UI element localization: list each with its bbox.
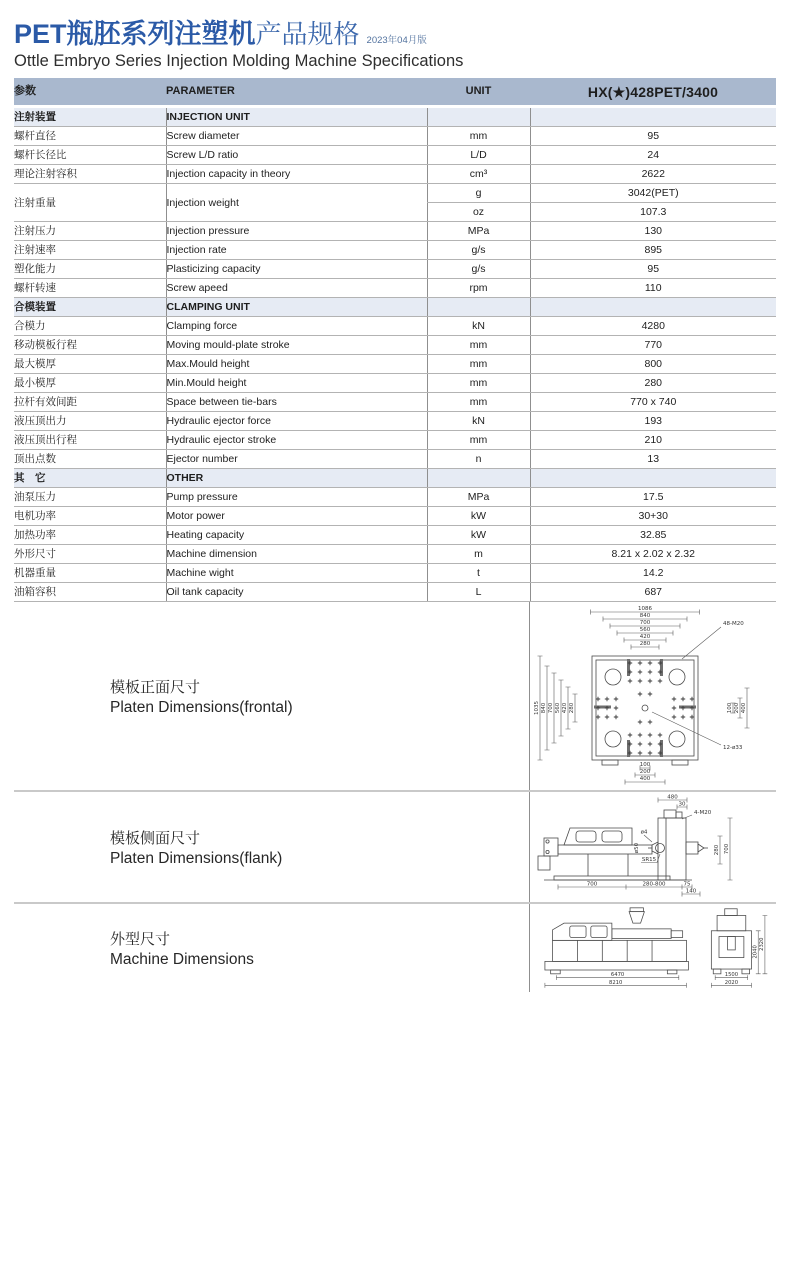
header-param-cn: 参数 bbox=[14, 78, 166, 107]
param-cn-cell: 移动模板行程 bbox=[14, 336, 166, 355]
param-cn-cell: 加热功率 bbox=[14, 526, 166, 545]
unit-cell: mm bbox=[427, 393, 530, 412]
param-en-cell: Oil tank capacity bbox=[166, 583, 427, 602]
param-en-cell: Space between tie-bars bbox=[166, 393, 427, 412]
svg-text:480: 480 bbox=[667, 794, 678, 801]
platen-flank-section bbox=[14, 792, 776, 904]
svg-text:100: 100 bbox=[639, 762, 651, 769]
unit-cell: kW bbox=[427, 507, 530, 526]
svg-text:700: 700 bbox=[548, 703, 555, 714]
param-en-cell: Hydraulic ejector stroke bbox=[166, 431, 427, 450]
value-cell: 30+30 bbox=[530, 507, 776, 526]
machine-dimensions-section bbox=[14, 904, 776, 992]
page-subtitle: Ottle Embryo Series Injection Molding Machine Specifications bbox=[14, 52, 464, 71]
machine-dimensions-drawing bbox=[530, 904, 776, 992]
section-cn: 注射装置 bbox=[14, 107, 166, 127]
svg-text:420: 420 bbox=[639, 634, 651, 641]
platen-frontal-section bbox=[14, 602, 776, 792]
platen-frontal-drawing bbox=[530, 602, 776, 788]
svg-text:ø4: ø4 bbox=[640, 829, 648, 836]
svg-text:840: 840 bbox=[541, 703, 548, 714]
header-unit: UNIT bbox=[427, 78, 530, 107]
section-row-other bbox=[14, 469, 776, 488]
param-en-cell: Screw apeed bbox=[166, 279, 427, 298]
header-model: HX(★)428PET/3400 bbox=[530, 78, 776, 107]
param-cn-cell: 顶出点数 bbox=[14, 450, 166, 469]
param-cn-cell: 理论注射容积 bbox=[14, 165, 166, 184]
value-cell: 770 bbox=[530, 336, 776, 355]
param-en-cell: Injection pressure bbox=[166, 222, 427, 241]
svg-text:2020: 2020 bbox=[724, 980, 739, 987]
title-block bbox=[0, 0, 790, 71]
table-row bbox=[14, 127, 776, 146]
unit-cell: g/s bbox=[427, 260, 530, 279]
param-cn-cell: 外形尺寸 bbox=[14, 545, 166, 564]
title-series: PET瓶胚系列注塑机 bbox=[14, 19, 256, 49]
platen-flank-drawing bbox=[530, 792, 776, 900]
svg-text:560: 560 bbox=[639, 627, 651, 634]
param-cn-cell: 塑化能力 bbox=[14, 260, 166, 279]
table-row bbox=[14, 241, 776, 260]
unit-cell: g bbox=[427, 184, 530, 203]
table-row bbox=[14, 526, 776, 545]
param-en-cell: Screw L/D ratio bbox=[166, 146, 427, 165]
table-row bbox=[14, 165, 776, 184]
title-spec: 产品规格 bbox=[255, 19, 360, 49]
table-row bbox=[14, 431, 776, 450]
edition-label: 2023年04月版 bbox=[366, 35, 427, 46]
param-cn-cell: 螺杆直径 bbox=[14, 127, 166, 146]
table-row bbox=[14, 545, 776, 564]
section-row-injection bbox=[14, 107, 776, 127]
table-row bbox=[14, 450, 776, 469]
platen-frontal-label bbox=[14, 602, 529, 790]
unit-cell: L bbox=[427, 583, 530, 602]
param-cn-cell: 电机功率 bbox=[14, 507, 166, 526]
section-row-clamping bbox=[14, 298, 776, 317]
param-cn-cell: 螺杆转速 bbox=[14, 279, 166, 298]
table-row bbox=[14, 355, 776, 374]
section-cn: 合模装置 bbox=[14, 298, 166, 317]
table-row bbox=[14, 260, 776, 279]
unit-cell: L/D bbox=[427, 146, 530, 165]
machine-dimensions-diagram bbox=[529, 904, 776, 992]
unit-cell: MPa bbox=[427, 222, 530, 241]
svg-text:2320: 2320 bbox=[759, 937, 766, 952]
param-cn-cell: 注射压力 bbox=[14, 222, 166, 241]
param-cn-cell: 机器重量 bbox=[14, 564, 166, 583]
value-cell: 895 bbox=[530, 241, 776, 260]
param-cn-cell: 油泵压力 bbox=[14, 488, 166, 507]
param-cn-cell: 注射重量 bbox=[14, 184, 166, 222]
table-row bbox=[14, 488, 776, 507]
svg-text:12-ø33: 12-ø33 bbox=[723, 745, 743, 752]
param-en-cell: Injection weight bbox=[166, 184, 427, 222]
section-cn: 其 它 bbox=[14, 469, 166, 488]
svg-text:280: 280 bbox=[569, 703, 576, 714]
value-cell: 210 bbox=[530, 431, 776, 450]
unit-cell: mm bbox=[427, 355, 530, 374]
value-cell: 8.21 x 2.02 x 2.32 bbox=[530, 545, 776, 564]
param-en-cell: Pump pressure bbox=[166, 488, 427, 507]
spec-table bbox=[14, 78, 776, 602]
unit-cell: mm bbox=[427, 431, 530, 450]
page-title bbox=[14, 20, 776, 48]
param-en-cell: Clamping force bbox=[166, 317, 427, 336]
svg-text:1035: 1035 bbox=[534, 701, 541, 716]
svg-text:8210: 8210 bbox=[609, 980, 623, 987]
param-en-cell: Heating capacity bbox=[166, 526, 427, 545]
value-cell: 800 bbox=[530, 355, 776, 374]
param-cn-cell: 合模力 bbox=[14, 317, 166, 336]
value-cell: 2622 bbox=[530, 165, 776, 184]
value-cell: 95 bbox=[530, 127, 776, 146]
section-en: OTHER bbox=[166, 469, 427, 488]
section-label-cn: 模板侧面尺寸 bbox=[110, 829, 201, 847]
value-cell: 13 bbox=[530, 450, 776, 469]
value-cell: 110 bbox=[530, 279, 776, 298]
param-en-cell: Injection rate bbox=[166, 241, 427, 260]
value-cell: 280 bbox=[530, 374, 776, 393]
svg-text:280-800: 280-800 bbox=[642, 881, 666, 888]
param-en-cell: Plasticizing capacity bbox=[166, 260, 427, 279]
svg-text:48-M20: 48-M20 bbox=[723, 621, 744, 628]
table-row bbox=[14, 507, 776, 526]
svg-text:700: 700 bbox=[586, 881, 598, 888]
unit-cell: MPa bbox=[427, 488, 530, 507]
platen-frontal-diagram bbox=[529, 602, 776, 790]
unit-cell: m bbox=[427, 545, 530, 564]
param-cn-cell: 液压顶出行程 bbox=[14, 431, 166, 450]
param-en-cell: Max.Mould height bbox=[166, 355, 427, 374]
param-en-cell: Ejector number bbox=[166, 450, 427, 469]
value-cell: 3042(PET) bbox=[530, 184, 776, 203]
svg-text:4-M20: 4-M20 bbox=[694, 810, 712, 817]
unit-cell: mm bbox=[427, 127, 530, 146]
svg-text:280: 280 bbox=[714, 845, 721, 856]
unit-cell: mm bbox=[427, 374, 530, 393]
section-label-cn: 外型尺寸 bbox=[110, 930, 171, 948]
section-label-en: Platen Dimensions(flank) bbox=[110, 849, 283, 867]
svg-text:100: 100 bbox=[727, 703, 734, 714]
unit-cell: g/s bbox=[427, 241, 530, 260]
value-cell: 770 x 740 bbox=[530, 393, 776, 412]
svg-text:SR15: SR15 bbox=[641, 857, 657, 864]
param-cn-cell: 拉杆有效间距 bbox=[14, 393, 166, 412]
svg-text:30: 30 bbox=[678, 801, 686, 808]
value-cell: 687 bbox=[530, 583, 776, 602]
section-label-en: Machine Dimensions bbox=[110, 950, 254, 968]
svg-text:840: 840 bbox=[639, 613, 651, 620]
param-en-cell: Injection capacity in theory bbox=[166, 165, 427, 184]
svg-text:400: 400 bbox=[639, 776, 651, 783]
value-cell: 24 bbox=[530, 146, 776, 165]
svg-text:560: 560 bbox=[555, 703, 562, 714]
unit-cell: kW bbox=[427, 526, 530, 545]
param-cn-cell: 最小模厚 bbox=[14, 374, 166, 393]
table-header-row bbox=[14, 78, 776, 107]
unit-cell: kN bbox=[427, 317, 530, 336]
param-en-cell: Screw diameter bbox=[166, 127, 427, 146]
unit-cell: mm bbox=[427, 336, 530, 355]
table-row bbox=[14, 583, 776, 602]
param-cn-cell: 螺杆长径比 bbox=[14, 146, 166, 165]
unit-cell: n bbox=[427, 450, 530, 469]
table-row bbox=[14, 317, 776, 336]
machine-dimensions-label bbox=[14, 904, 529, 992]
svg-text:420: 420 bbox=[562, 703, 569, 714]
value-cell: 17.5 bbox=[530, 488, 776, 507]
table-row bbox=[14, 146, 776, 165]
param-en-cell: Motor power bbox=[166, 507, 427, 526]
param-cn-cell: 注射速率 bbox=[14, 241, 166, 260]
t-slot-bars bbox=[594, 659, 696, 757]
svg-text:280: 280 bbox=[639, 641, 651, 648]
section-label-cn: 模板正面尺寸 bbox=[110, 678, 201, 696]
unit-cell: rpm bbox=[427, 279, 530, 298]
value-cell: 32.85 bbox=[530, 526, 776, 545]
value-cell: 95 bbox=[530, 260, 776, 279]
param-cn-cell: 油箱容积 bbox=[14, 583, 166, 602]
param-en-cell: Min.Mould height bbox=[166, 374, 427, 393]
section-label-en: Platen Dimensions(frontal) bbox=[110, 698, 293, 716]
table-row bbox=[14, 222, 776, 241]
svg-text:1500: 1500 bbox=[724, 972, 739, 979]
param-en-cell: Machine wight bbox=[166, 564, 427, 583]
section-en: CLAMPING UNIT bbox=[166, 298, 427, 317]
svg-text:75: 75 bbox=[683, 881, 691, 888]
svg-text:6470: 6470 bbox=[610, 972, 625, 979]
param-en-cell: Moving mould-plate stroke bbox=[166, 336, 427, 355]
header-param-en: PARAMETER bbox=[166, 78, 427, 107]
param-en-cell: Hydraulic ejector force bbox=[166, 412, 427, 431]
value-cell: 130 bbox=[530, 222, 776, 241]
platen-flank-diagram bbox=[529, 792, 776, 902]
value-cell: 193 bbox=[530, 412, 776, 431]
svg-text:400: 400 bbox=[741, 703, 748, 714]
table-row bbox=[14, 336, 776, 355]
value-cell: 107.3 bbox=[530, 203, 776, 222]
table-row bbox=[14, 393, 776, 412]
table-row bbox=[14, 279, 776, 298]
table-row bbox=[14, 564, 776, 583]
table-row bbox=[14, 374, 776, 393]
svg-text:ø50: ø50 bbox=[634, 843, 640, 854]
unit-cell: oz bbox=[427, 203, 530, 222]
unit-cell: cm³ bbox=[427, 165, 530, 184]
param-cn-cell: 最大模厚 bbox=[14, 355, 166, 374]
svg-text:200: 200 bbox=[734, 703, 741, 714]
svg-text:700: 700 bbox=[724, 844, 731, 855]
svg-text:2040: 2040 bbox=[752, 945, 759, 959]
section-en: INJECTION UNIT bbox=[166, 107, 427, 127]
param-cn-cell: 液压顶出力 bbox=[14, 412, 166, 431]
platen-flank-label bbox=[14, 792, 529, 902]
value-cell: 14.2 bbox=[530, 564, 776, 583]
param-en-cell: Machine dimension bbox=[166, 545, 427, 564]
svg-text:700: 700 bbox=[639, 620, 651, 627]
svg-text:1086: 1086 bbox=[638, 606, 652, 613]
svg-text:140: 140 bbox=[685, 888, 697, 895]
svg-text:200: 200 bbox=[639, 769, 651, 776]
table-row bbox=[14, 184, 776, 203]
table-row bbox=[14, 412, 776, 431]
value-cell: 4280 bbox=[530, 317, 776, 336]
unit-cell: t bbox=[427, 564, 530, 583]
unit-cell: kN bbox=[427, 412, 530, 431]
